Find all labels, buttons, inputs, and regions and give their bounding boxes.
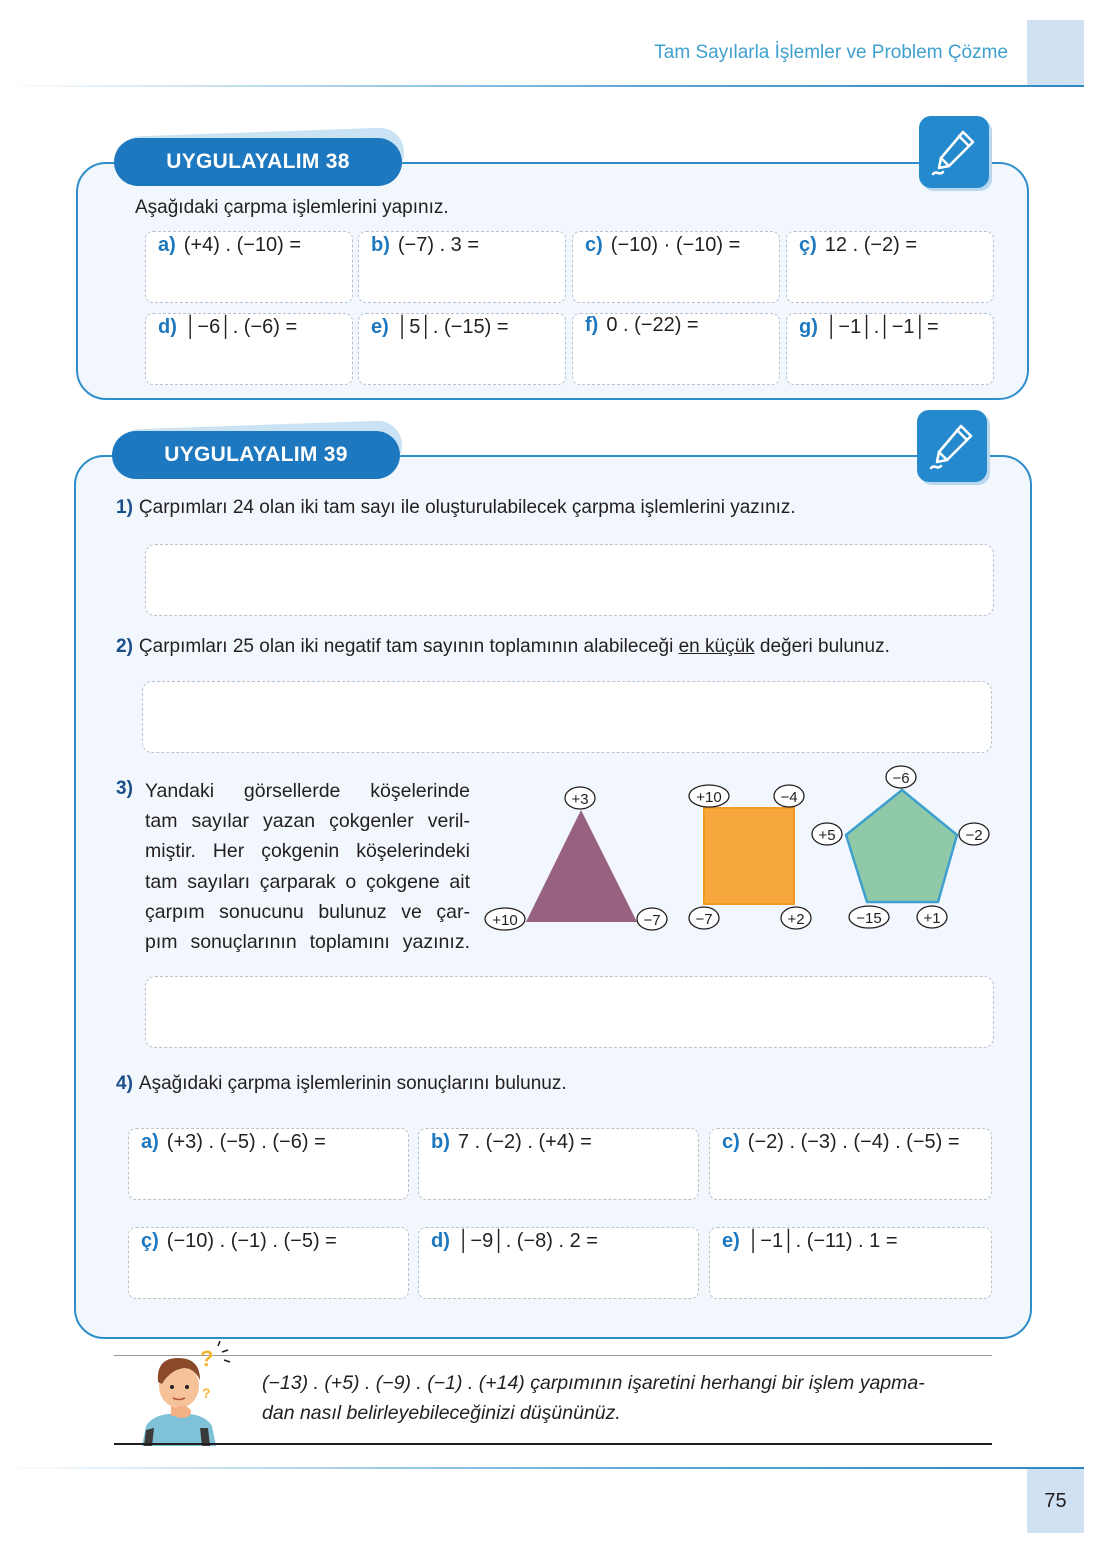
vertex-label: [637, 908, 667, 930]
svg-text:?: ?: [202, 1385, 211, 1401]
item-label: g): [799, 316, 818, 338]
item-expression: (−7) . 3 =: [397, 234, 480, 256]
exercise-38-item-f[interactable]: [572, 313, 780, 385]
exercise-39-badge: UYGULAYALIM 39: [112, 431, 400, 479]
question-3-text: [145, 776, 470, 957]
item-expression: (−2) . (−3) . (−4) . (−5) =: [747, 1131, 960, 1153]
svg-text:+10: +10: [696, 789, 722, 806]
item-label: ç): [141, 1230, 159, 1252]
vertex-label: [689, 785, 729, 807]
svg-text:−15: −15: [856, 910, 882, 927]
vertex-label: [849, 906, 889, 928]
svg-text:+1: +1: [923, 910, 941, 927]
vertex-label: [812, 823, 842, 845]
svg-text:−7: −7: [643, 912, 661, 929]
question-3-line: tam sayıları çarparak o çokgene ait: [145, 870, 470, 893]
item-label: ç): [799, 234, 817, 256]
exercise-38-item-cc[interactable]: [786, 231, 994, 303]
item-expression: (−10) · (−10) =: [610, 234, 741, 256]
header-tab: [1027, 20, 1084, 86]
vertex-label: [886, 766, 916, 788]
think-prompt: [262, 1368, 992, 1428]
running-header: Tam Sayılarla İşlemler ve Problem Çözme: [654, 42, 1008, 63]
exercise-39-item-d[interactable]: [418, 1227, 699, 1299]
question-1: [116, 497, 796, 519]
exercise-38-item-e[interactable]: [358, 313, 566, 385]
exercise-38-instruction: Aşağıdaki çarpma işlemlerini yapınız.: [135, 197, 449, 218]
svg-text:+3: +3: [571, 791, 589, 808]
item-expression: │5│. (−15) =: [396, 316, 509, 338]
think-line: dan nasıl belirleyebileceğinizi düşününüz.: [262, 1402, 621, 1424]
exercise-39-item-a[interactable]: [128, 1128, 409, 1200]
item-expression: 0 . (−22) =: [606, 314, 699, 336]
vertex-label: [565, 787, 595, 809]
item-label: d): [158, 316, 177, 338]
item-label: c): [722, 1131, 740, 1153]
item-expression: 12 . (−2) =: [824, 234, 918, 256]
emphasis-text: en küçük: [678, 636, 755, 657]
svg-text:?: ?: [200, 1346, 214, 1371]
item-label: e): [371, 316, 389, 338]
exercise-38-item-c[interactable]: [572, 231, 780, 303]
header-rule: [0, 85, 1084, 87]
item-expression: (−10) . (−1) . (−5) =: [166, 1230, 337, 1252]
item-label: a): [158, 234, 176, 256]
item-expression: (+4) . (−10) =: [183, 234, 302, 256]
question-4: [116, 1073, 567, 1095]
vertex-label: [485, 908, 525, 930]
exercise-39-item-cc[interactable]: [128, 1227, 409, 1299]
exercise-38-item-a[interactable]: [145, 231, 353, 303]
item-expression: │−6│. (−6) =: [184, 316, 298, 338]
thinking-student-icon: [138, 1340, 238, 1446]
triangle-shape: [526, 810, 637, 922]
question-number: 1): [116, 497, 133, 518]
think-box-bottom-rule: [114, 1443, 992, 1445]
item-label: a): [141, 1131, 159, 1153]
item-label: f): [585, 314, 599, 336]
answer-box-3[interactable]: [145, 976, 994, 1048]
item-expression: (+3) . (−5) . (−6) =: [166, 1131, 326, 1153]
exercise-39-item-e[interactable]: [709, 1227, 992, 1299]
item-label: d): [431, 1230, 450, 1252]
question-3-line: miştir. Her çokgenin köşelerindeki: [145, 840, 470, 863]
question-3-number: 3): [116, 778, 133, 799]
pentagon-shape: [846, 790, 957, 902]
svg-text:−4: −4: [780, 789, 798, 806]
exercise-38-item-g[interactable]: [786, 313, 994, 385]
exercise-38-badge: UYGULAYALIM 38: [114, 138, 402, 186]
svg-text:−2: −2: [965, 827, 983, 844]
question-number: 2): [116, 636, 133, 657]
item-expression: 7 . (−2) . (+4) =: [457, 1131, 592, 1153]
think-box-top-rule: [114, 1355, 992, 1356]
vertex-label: [917, 906, 947, 928]
svg-text:−7: −7: [695, 911, 713, 928]
question-3-line: pım sonuçlarının toplamını yazınız.: [145, 931, 470, 954]
question-3-line: Yandaki görsellerde köşelerinde: [145, 780, 470, 802]
svg-text:+10: +10: [492, 912, 518, 929]
item-label: b): [371, 234, 390, 256]
think-line: (−13) . (+5) . (−9) . (−1) . (+14) çarpımının işaretini herhangi bir işlem yapma-: [262, 1372, 925, 1394]
question-text-end: değeri bulunuz.: [754, 636, 890, 657]
item-expression: │−1│. (−11) . 1 =: [747, 1230, 898, 1252]
item-label: e): [722, 1230, 740, 1252]
footer-rule: [0, 1467, 1084, 1469]
item-expression: │−1│.│−1│=: [825, 316, 939, 338]
question-text: Çarpımları 24 olan iki tam sayı ile oluşturulabilecek çarpma işlemlerini yazınız.: [138, 497, 796, 518]
exercise-39-item-c[interactable]: [709, 1128, 992, 1200]
vertex-label: [689, 907, 719, 929]
exercise-38-item-d[interactable]: [145, 313, 353, 385]
exercise-39-item-b[interactable]: [418, 1128, 699, 1200]
pencil-icon: [917, 410, 987, 482]
svg-text:−6: −6: [892, 770, 910, 787]
square-shape: [704, 808, 794, 904]
pencil-icon: [919, 116, 989, 188]
exercise-38-item-b[interactable]: [358, 231, 566, 303]
answer-box-1[interactable]: [145, 544, 994, 616]
svg-text:+2: +2: [787, 911, 805, 928]
item-expression: │−9│. (−8) . 2 =: [457, 1230, 598, 1252]
item-label: c): [585, 234, 603, 256]
item-label: b): [431, 1131, 450, 1153]
question-text: Çarpımları 25 olan iki negatif tam sayının toplamının alabileceği: [138, 636, 679, 657]
question-number: 4): [116, 1073, 133, 1094]
polygon-figures: [480, 760, 1000, 940]
question-3-line: tam sayılar yazan çokgenler veril-: [145, 810, 470, 833]
answer-box-2[interactable]: [142, 681, 992, 753]
page-number: 75: [1044, 1490, 1067, 1512]
svg-text:+5: +5: [818, 827, 836, 844]
question-3-line: çarpım sonucunu bulunuz ve çar-: [145, 900, 470, 923]
vertex-label: [959, 823, 989, 845]
vertex-label: [781, 907, 811, 929]
vertex-label: [774, 785, 804, 807]
question-text: Aşağıdaki çarpma işlemlerinin sonuçlarını bulunuz.: [138, 1073, 567, 1094]
question-2: [116, 636, 890, 658]
